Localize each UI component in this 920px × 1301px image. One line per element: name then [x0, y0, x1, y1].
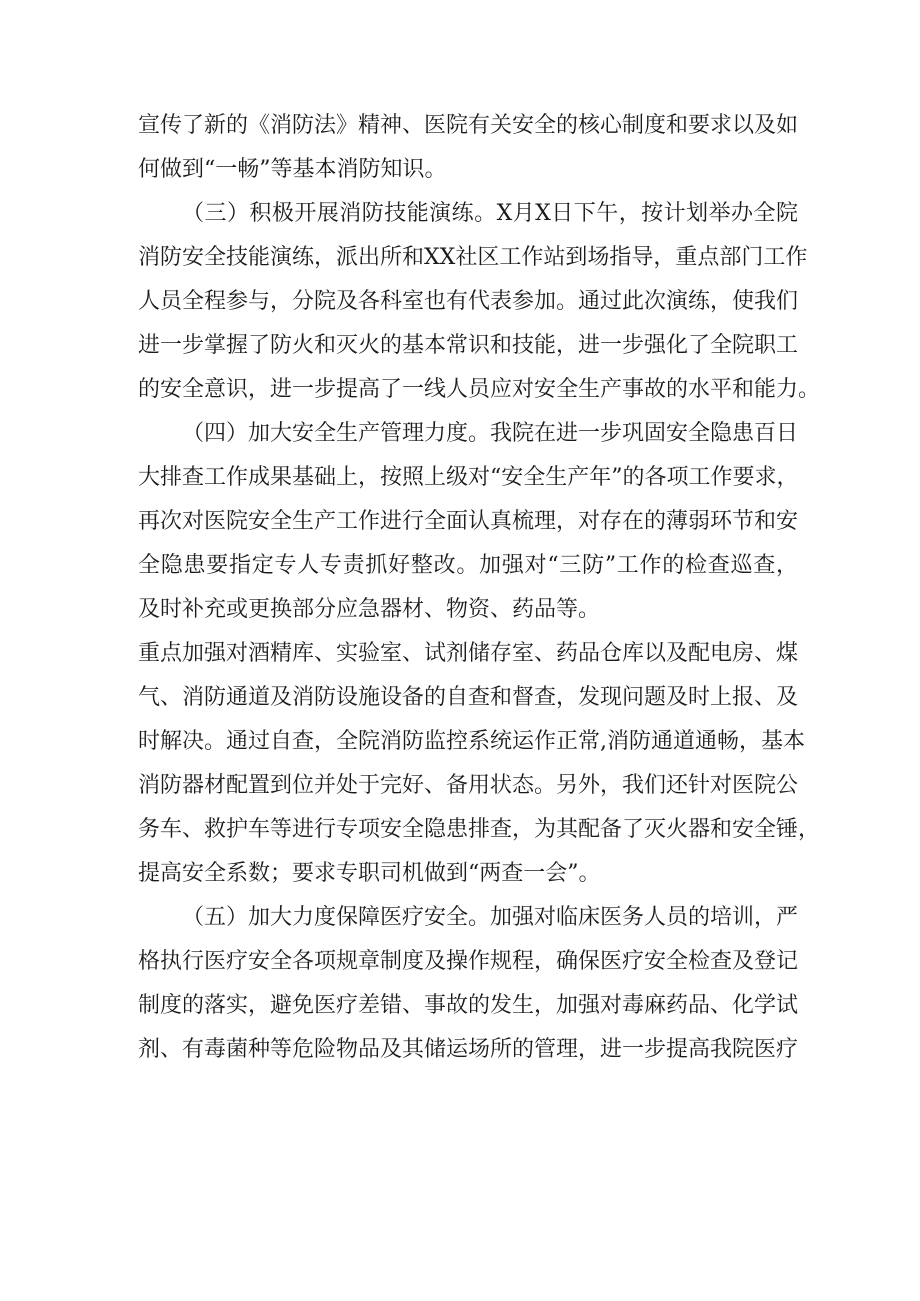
text-line: 的安全意识，进一步提高了一线人员应对安全生产事故的水平和能力。: [138, 377, 821, 402]
text-line: 全隐患要指定专人专责抓好整改。加强对“三防”工作的检查巡查，: [138, 553, 798, 578]
text-line: （五）加大力度保障医疗安全。加强对临床医务人员的培训，严: [182, 905, 799, 930]
text-line: 制度的落实，避免医疗差错、事故的发生，加强对毒麻药品、化学试: [138, 993, 799, 1018]
body-text: [138, 104, 821, 1072]
text-line: 进一步掌握了防火和灭火的基本常识和技能，进一步强化了全院职工: [138, 333, 799, 358]
text-line: （四）加大安全生产管理力度。我院在进一步巩固安全隐患百日: [182, 421, 799, 446]
text-line: 大排查工作成果基础上，按照上级对“安全生产年”的各项工作要求，: [138, 465, 799, 490]
text-line: 气、消防通道及消防设施设备的自查和督查，发现问题及时上报、及: [138, 685, 799, 710]
text-line: 及时补充或更换部分应急器材、物资、药品等。: [138, 597, 601, 622]
text-line: 人员全程参与，分院及各科室也有代表参加。通过此次演练，使我们: [138, 289, 799, 314]
text-line: 时解决。通过自查，全院消防监控系统运作正常,消防通道通畅，基本: [138, 729, 805, 754]
text-line: 重点加强对酒精库、实验室、试剂储存室、药品仓库以及配电房、煤: [138, 641, 799, 666]
text-line: 剂、有毒菌种等危险物品及其储运场所的管理，进一步提高我院医疗: [138, 1037, 799, 1062]
text-line: 宣传了新的《消防法》精神、医院有关安全的核心制度和要求以及如: [138, 113, 799, 138]
text-line: 务车、救护车等进行专项安全隐患排查，为其配备了灭火器和安全锤，: [138, 817, 821, 842]
text-line: 格执行医疗安全各项规章制度及操作规程，确保医疗安全检查及登记: [138, 949, 799, 974]
text-line: 消防器材配置到位并处于完好、备用状态。另外，我们还针对医院公: [138, 773, 799, 798]
text-line: （三）积极开展消防技能演练。X月X日下午，按计划举办全院: [182, 201, 798, 226]
text-line: 再次对医院安全生产工作进行全面认真梳理，对存在的薄弱环节和安: [138, 509, 799, 534]
text-line: 何做到“一畅”等基本消防知识。: [138, 157, 447, 182]
text-line: 提高安全系数；要求专职司机做到“两查一会”。: [138, 861, 601, 886]
text-line: 消防安全技能演练，派出所和XX社区工作站到场指导，重点部门工作: [138, 245, 808, 270]
